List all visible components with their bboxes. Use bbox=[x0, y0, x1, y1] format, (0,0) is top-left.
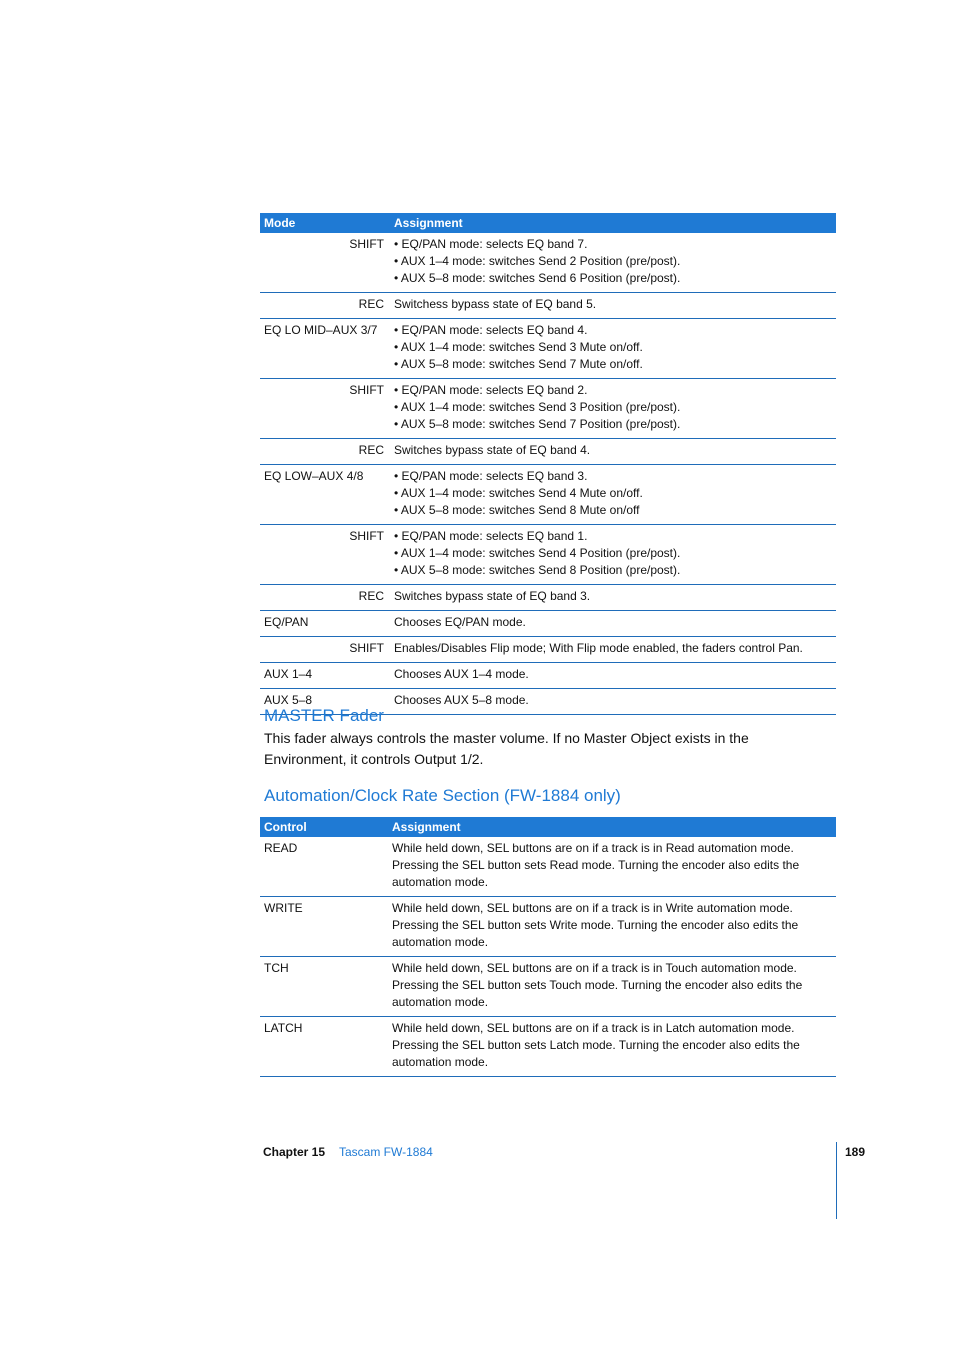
mode-cell: EQ/PAN bbox=[260, 611, 390, 637]
column-header-assignment: Assignment bbox=[390, 213, 836, 233]
column-header-control: Control bbox=[260, 817, 388, 837]
table-row bbox=[260, 465, 836, 525]
assignment-line: While held down, SEL buttons are on if a track is in Touch automation mode. bbox=[392, 961, 797, 975]
assignment-line: Enables/Disables Flip mode; With Flip mode enabled, the faders control Pan. bbox=[394, 641, 803, 655]
assignment-line: Switches bypass state of EQ band 3. bbox=[394, 589, 591, 603]
assignment-line: Pressing the SEL button sets Read mode. Turning the encoder also edits the bbox=[392, 858, 800, 872]
assignment-line: Switchess bypass state of EQ band 5. bbox=[394, 297, 597, 311]
table-row bbox=[260, 897, 836, 957]
master-fader-heading: MASTER Fader bbox=[264, 706, 384, 725]
assignment-cell bbox=[390, 465, 836, 525]
assignment-cell bbox=[390, 439, 836, 465]
assignment-line: Pressing the SEL button sets Latch mode. Turning the encoder also edits the bbox=[392, 1038, 800, 1052]
mode-cell: AUX 1–4 bbox=[260, 663, 390, 689]
mode-cell: SHIFT bbox=[260, 233, 390, 293]
mode-cell: SHIFT bbox=[260, 637, 390, 663]
assignment-line: • EQ/PAN mode: selects EQ band 4. bbox=[394, 323, 588, 337]
assignment-line: • AUX 1–4 mode: switches Send 4 Position (pre/post). bbox=[394, 546, 681, 560]
assignment-cell bbox=[388, 1017, 836, 1077]
table-row bbox=[260, 293, 836, 319]
assignment-line: Pressing the SEL button sets Write mode. Turning the encoder also edits the bbox=[392, 918, 799, 932]
assignment-line: • AUX 1–4 mode: switches Send 4 Mute on/off. bbox=[394, 486, 643, 500]
table-row bbox=[260, 957, 836, 1017]
mode-cell: REC bbox=[260, 439, 390, 465]
assignment-line: • EQ/PAN mode: selects EQ band 3. bbox=[394, 469, 588, 483]
table-header-row bbox=[260, 817, 836, 837]
assignment-line: While held down, SEL buttons are on if a track is in Write automation mode. bbox=[392, 901, 793, 915]
assignment-line: • AUX 5–8 mode: switches Send 7 Position (pre/post). bbox=[394, 417, 681, 431]
table-row bbox=[260, 525, 836, 585]
assignment-line: • AUX 5–8 mode: switches Send 8 Mute on/off bbox=[394, 503, 640, 517]
assignment-line: Pressing the SEL button sets Touch mode. Turning the encoder also edits the bbox=[392, 978, 803, 992]
assignment-line: Chooses AUX 1–4 mode. bbox=[394, 667, 529, 681]
assignment-line: automation mode. bbox=[392, 875, 489, 889]
assignment-cell bbox=[390, 637, 836, 663]
table-header-row bbox=[260, 213, 836, 233]
mode-cell: EQ LO MID–AUX 3/7 bbox=[260, 319, 390, 379]
assignment-cell bbox=[390, 689, 836, 715]
assignment-cell bbox=[390, 525, 836, 585]
assignment-line: • EQ/PAN mode: selects EQ band 2. bbox=[394, 383, 588, 397]
column-header-assignment: Assignment bbox=[388, 817, 836, 837]
footer-divider bbox=[836, 1142, 837, 1219]
mode-assignment-table bbox=[260, 213, 836, 715]
column-header-mode: Mode bbox=[260, 213, 390, 233]
assignment-line: • AUX 5–8 mode: switches Send 6 Position (pre/post). bbox=[394, 271, 681, 285]
assignment-line: • AUX 1–4 mode: switches Send 2 Position (pre/post). bbox=[394, 254, 681, 268]
table-row bbox=[260, 319, 836, 379]
mode-cell: REC bbox=[260, 293, 390, 319]
table-row bbox=[260, 585, 836, 611]
table-row bbox=[260, 611, 836, 637]
assignment-cell bbox=[390, 611, 836, 637]
table-row bbox=[260, 637, 836, 663]
table-row bbox=[260, 233, 836, 293]
assignment-line: automation mode. bbox=[392, 1055, 489, 1069]
assignment-line: • AUX 1–4 mode: switches Send 3 Position (pre/post). bbox=[394, 400, 681, 414]
table-row bbox=[260, 379, 836, 439]
assignment-line: • EQ/PAN mode: selects EQ band 1. bbox=[394, 529, 588, 543]
assignment-line: automation mode. bbox=[392, 935, 489, 949]
assignment-cell bbox=[388, 897, 836, 957]
assignment-line: • AUX 5–8 mode: switches Send 8 Position (pre/post). bbox=[394, 563, 681, 577]
mode-cell: AUX 5–8 bbox=[260, 689, 390, 715]
table-row bbox=[260, 837, 836, 897]
assignment-line: • AUX 5–8 mode: switches Send 7 Mute on/off. bbox=[394, 357, 643, 371]
mode-cell: SHIFT bbox=[260, 379, 390, 439]
footer-page-number: 189 bbox=[845, 1145, 866, 1159]
table-row bbox=[260, 663, 836, 689]
mode-cell: SHIFT bbox=[260, 525, 390, 585]
footer-chapter-label: Chapter 15 bbox=[263, 1145, 326, 1159]
assignment-line: Chooses AUX 5–8 mode. bbox=[394, 693, 529, 707]
assignment-cell bbox=[390, 585, 836, 611]
assignment-cell bbox=[390, 233, 836, 293]
assignment-cell bbox=[388, 837, 836, 897]
control-cell: TCH bbox=[260, 957, 388, 1017]
assignment-cell bbox=[390, 319, 836, 379]
assignment-cell bbox=[388, 957, 836, 1017]
assignment-cell bbox=[390, 663, 836, 689]
assignment-line: While held down, SEL buttons are on if a track is in Latch automation mode. bbox=[392, 1021, 795, 1035]
footer-chapter-title: Tascam FW-1884 bbox=[339, 1145, 433, 1159]
master-fader-description: This fader always controls the master volume. If no Master Object exists in the Environment, it controls Output 1/2. bbox=[264, 730, 749, 767]
control-cell: LATCH bbox=[260, 1017, 388, 1077]
control-assignment-table bbox=[260, 817, 836, 1077]
assignment-line: automation mode. bbox=[392, 995, 489, 1009]
automation-section-heading: Automation/Clock Rate Section (FW-1884 only) bbox=[264, 786, 621, 805]
mode-cell: EQ LOW–AUX 4/8 bbox=[260, 465, 390, 525]
mode-cell: REC bbox=[260, 585, 390, 611]
assignment-line: Switches bypass state of EQ band 4. bbox=[394, 443, 591, 457]
table-row bbox=[260, 439, 836, 465]
assignment-line: Chooses EQ/PAN mode. bbox=[394, 615, 526, 629]
assignment-line: While held down, SEL buttons are on if a track is in Read automation mode. bbox=[392, 841, 794, 855]
control-cell: READ bbox=[260, 837, 388, 897]
assignment-cell bbox=[390, 293, 836, 319]
assignment-line: • AUX 1–4 mode: switches Send 3 Mute on/off. bbox=[394, 340, 643, 354]
control-cell: WRITE bbox=[260, 897, 388, 957]
assignment-cell bbox=[390, 379, 836, 439]
table-row bbox=[260, 1017, 836, 1077]
assignment-line: • EQ/PAN mode: selects EQ band 7. bbox=[394, 237, 588, 251]
